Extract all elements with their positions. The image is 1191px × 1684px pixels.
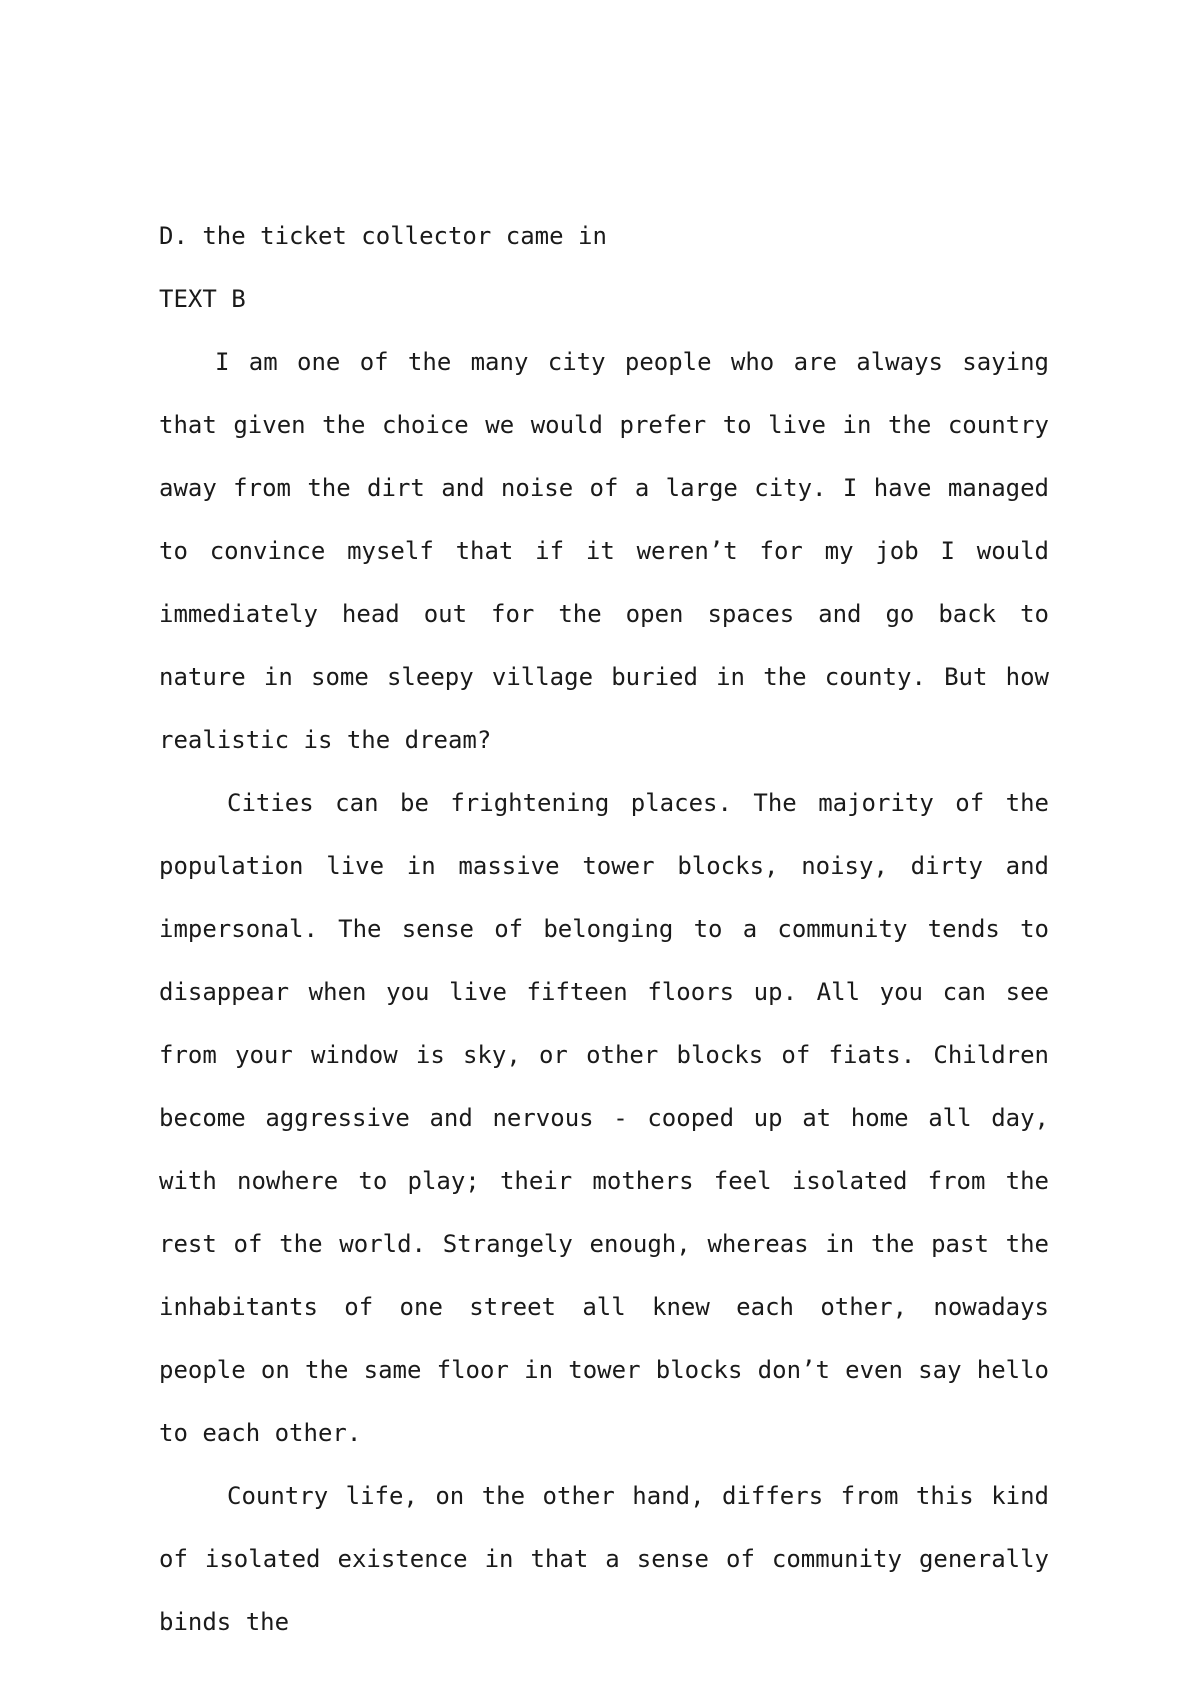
paragraph-1: I am one of the many city people who are always saying that given the choice we would prefer to live in the country away from the dirt and noise of a large city. I have managed to convince myself that if it weren’t for my job I would immediately head out for the open spaces and go back to nature in some sleepy village buried in the county. But how realistic is the dream? xyxy=(159,348,1049,754)
document-body xyxy=(159,205,1049,1654)
paragraph-3: Country life, on the other hand, differs from this kind of isolated existence in that a sense of community generally binds the xyxy=(159,1482,1049,1636)
answer-option-d: D. the ticket collector came in xyxy=(159,222,607,250)
section-heading: TEXT B xyxy=(159,285,246,313)
paragraph-2: Cities can be frightening places. The majority of the population live in massive tower blocks, noisy, dirty and impersonal. The sense of belonging to a community tends to disappear when you live fifteen floors up. All you can see from your window is sky, or other blocks of fiats. Children become aggressive and nervous - cooped up at home all day, with nowhere to play; their mothers feel isolated from the rest of the world. Strangely enough, whereas in the past the inhabitants of one street all knew each other, nowadays people on the same floor in tower blocks don’t even say hello to each other. xyxy=(159,789,1049,1447)
